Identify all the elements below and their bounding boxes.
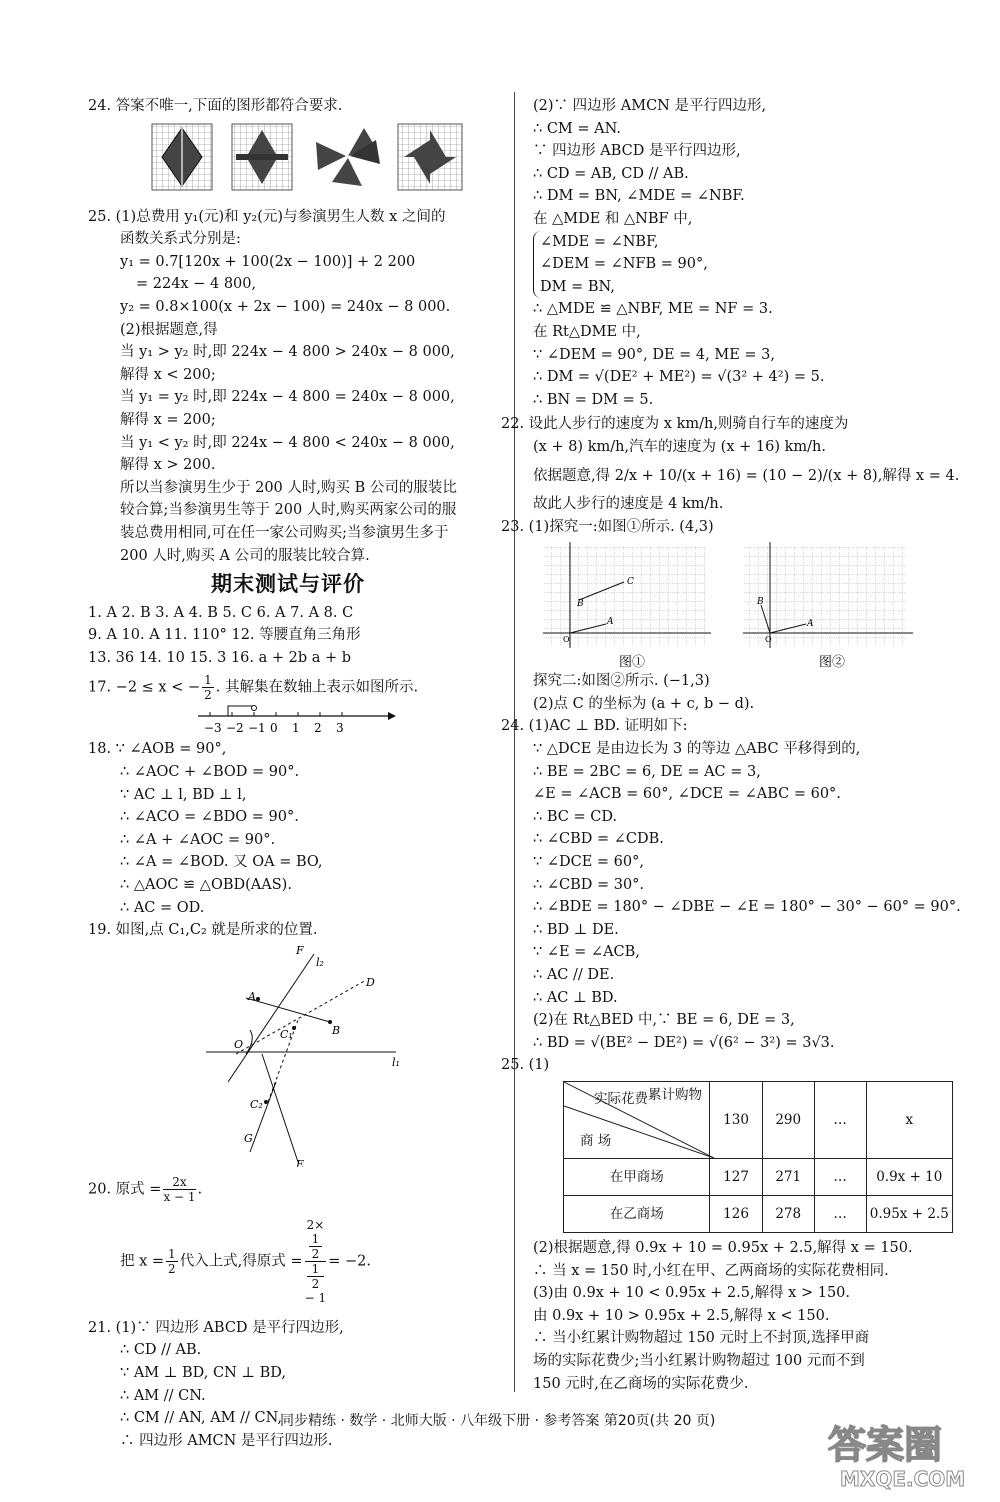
denominator [305, 1262, 327, 1305]
text-line: 在 Rt△DME 中, [533, 323, 641, 340]
text-line: 22. 设此人步行的速度为 x km/h,则骑自行车的速度为 [501, 416, 849, 433]
fig-label-l1: l₁ [392, 1055, 400, 1069]
number-line-label: 2 [314, 721, 322, 736]
figure-2-label: 图② [819, 655, 846, 671]
q25-table [563, 1081, 953, 1233]
q18-answer [88, 738, 488, 919]
brace-system [533, 231, 708, 299]
text-line: (2)点 C 的坐标为 (a + c, b − d). [533, 695, 755, 712]
table-cell: 127 [710, 1158, 762, 1195]
svg-text:B: B [577, 599, 584, 610]
text-line: ∴ BC = CD. [533, 808, 618, 825]
text-line: ∴ BD = √(BE² − DE²) = √(6² − 3²) = 3√3. [533, 1034, 835, 1051]
text-line: = 224x − 4 800, [136, 276, 257, 293]
text-line: (2)根据题意,得 0.9x + 10 = 0.95x + 2.5,解得 x = 150. [533, 1239, 913, 1256]
compound-fraction [305, 1218, 327, 1305]
text-line: ∴ CM // AN, AM // CN, [120, 1410, 282, 1427]
numerator: 1 [307, 1262, 325, 1277]
fig-label-B: B [332, 1023, 341, 1037]
text-line: ∴ △AOC ≌ △OBD(AAS). [120, 877, 292, 894]
text-line: (2)在 Rt△BED 中,∵ BE = 6, DE = 3, [533, 1012, 795, 1029]
number-line-figure [198, 702, 498, 738]
q19-text: 19. 如图,点 C₁,C₂ 就是所求的位置. [88, 922, 318, 939]
page-footer: 同步精练 · 数学 · 北师大版 · 八年级下册 · 参考答案 第20页(共 20 页) [280, 1413, 716, 1429]
numerator-part: 2× [306, 1217, 325, 1232]
q23-figures [533, 538, 933, 670]
figure-2 [743, 542, 913, 670]
text-line: 200 人时,购买 A 公司的服装比较合算. [120, 547, 370, 564]
table-cell: 在甲商场 [564, 1158, 710, 1195]
text-line: ∵ AM ⊥ BD, CN ⊥ BD, [120, 1365, 286, 1381]
q17-text [88, 673, 488, 702]
text-line: 较合算;当参演男生等于 200 人时,购买两家公司的服 [120, 502, 457, 519]
text-line: ∴ AC ⊥ BD. [533, 989, 618, 1006]
table-cell: 271 [762, 1158, 814, 1195]
text-line: ∵ ∠E = ∠ACB, [533, 944, 640, 961]
text-line: ∴ ∠A = ∠BOD. 又 OA = BO, [120, 854, 323, 871]
text-line: 当 y₁ = y₂ 时,即 224x − 4 800 = 240x − 8 000, [120, 389, 455, 406]
q17-part: . 其解集在数轴上表示如图所示. [215, 679, 419, 696]
text-line: ∴ BD ⊥ DE. [533, 921, 619, 938]
fraction [202, 673, 214, 702]
q23-text: 23. (1)探究一:如图①所示. (4,3) [501, 518, 714, 535]
table-header-diagonal [564, 1081, 710, 1158]
text-line: 150 元时,在乙商场的实际花费少. [533, 1375, 749, 1392]
text-line: 24. (1)AC ⊥ BD. 证明如下: [501, 718, 688, 735]
svg-text:B: B [757, 597, 764, 608]
fraction [307, 1262, 325, 1291]
text-line: 当 y₁ < y₂ 时,即 224x − 4 800 < 240x − 8 000, [120, 434, 455, 451]
q25-answer [88, 206, 488, 568]
q20-line1: 20. 原式 = $\frac{2x}{x - 1}$ . [88, 1174, 203, 1204]
numerator: 1 [204, 673, 212, 688]
text-line: y₁ = 0.7[120x + 100(2x − 100)] + 2 200 [120, 253, 416, 270]
text-line: DM = BN, [540, 278, 615, 295]
denominator: x − 1 [163, 1189, 196, 1204]
svg-text:A: A [807, 619, 814, 630]
header-label: 实际花费 [594, 1090, 648, 1107]
text-line: 1. A 2. B 3. A 4. B 5. C 6. A 7. A 8. C [88, 604, 354, 621]
text-line: ∴ ∠BDE = 180° − ∠DBE − ∠E = 180° − 30° − 60° = 90°. [533, 899, 961, 916]
text-line: ∵ △DCE 是由边长为 3 的等边 △ABC 平移得到的, [533, 741, 861, 758]
text-line: ∵ ∠DEM = 90°, DE = 4, ME = 3, [533, 346, 775, 363]
text-line: 所以当参演男生少于 200 人时,购买 B 公司的服装比 [120, 479, 457, 496]
svg-text:O: O [563, 635, 570, 645]
table-cell: 278 [762, 1195, 814, 1232]
text-line: ∴ ∠CBD = 30°. [533, 876, 645, 893]
fraction [163, 1175, 195, 1204]
text-line: 探究二:如图②所示. (−1,3) [533, 673, 710, 690]
fig-label-C2: C₂ [250, 1097, 263, 1111]
text-line: 函数关系式分别是: [120, 231, 241, 248]
text-line: ∴ AC = OD. [120, 899, 205, 916]
number-line-label: −2 [226, 721, 244, 736]
fig-label-C1: C₁ [280, 1027, 293, 1041]
text-line: 13. 36 14. 10 15. 3 16. a + 2b a + b [88, 649, 352, 666]
denominator: 2 [311, 1246, 320, 1261]
fig-label-E: E [296, 1157, 305, 1167]
fig-label-l2: l₂ [316, 955, 324, 969]
q20-part: 把 x = [120, 1253, 165, 1270]
q24-shapes-figure [150, 120, 490, 200]
text-line: ∴ ∠A + ∠AOC = 90°. [120, 831, 276, 848]
table-cell: 0.9x + 10 [866, 1158, 952, 1195]
text-line: (3)由 0.9x + 10 < 0.95x + 2.5,解得 x > 150. [533, 1285, 851, 1302]
q20-part: = −2. [328, 1253, 372, 1270]
text-line: ∴ AC // DE. [533, 967, 615, 983]
q25-solution [533, 1237, 953, 1395]
text-line: 解得 x < 200; [120, 366, 216, 383]
text-line: ∴ CD // AB. [120, 1342, 202, 1359]
number-line-label: −1 [248, 721, 266, 736]
text-line: (x + 8) km/h,汽车的速度为 (x + 16) km/h. [533, 438, 826, 455]
section-title: 期末测试与评价 [211, 572, 365, 597]
q24-text: 24. 答案不唯一,下面的图形都符合要求. [88, 98, 343, 114]
denominator-part: − 1 [304, 1290, 327, 1305]
text-line: ∠MDE = ∠NBF, [540, 233, 659, 250]
denominator: 2 [311, 1276, 320, 1291]
svg-text:A: A [607, 617, 614, 628]
table-header-cell: … [814, 1081, 866, 1158]
text-line: ∴ BN = DM = 5. [533, 391, 654, 408]
text-line: 25. (1)总费用 y₁(元)和 y₂(元)与参演男生人数 x 之间的 [88, 208, 446, 225]
text-line: ∵ 四边形 ABCD 是平行四边形, [533, 143, 741, 160]
text-line: ∠DEM = ∠NFB = 90°, [540, 256, 708, 273]
fraction [309, 1232, 323, 1261]
q24-proof [501, 715, 961, 1054]
text-line: 18. ∵ ∠AOB = 90°, [88, 741, 227, 758]
numerator: 1 [168, 1246, 176, 1261]
table-row [564, 1195, 953, 1232]
text-line: ∴ DM = BN, ∠MDE = ∠NBF. [533, 188, 745, 205]
text-line: 场的实际花费少;当小红累计购物超过 100 元而不到 [533, 1352, 865, 1369]
svg-text:C: C [627, 577, 634, 588]
table-cell: 在乙商场 [564, 1195, 710, 1232]
fig-label-A: A [248, 989, 256, 1003]
text-line: 故此人步行的速度是 4 km/h. [533, 496, 724, 513]
table-header-cell: 130 [710, 1081, 762, 1158]
text-line: ∠E = ∠ACB = 60°, ∠DCE = ∠ABC = 60°. [533, 786, 841, 803]
numerator: 2x [163, 1175, 195, 1190]
number-line-label: 0 [270, 721, 278, 736]
text-line: ∴ 四边形 AMCN 是平行四边形. [120, 1432, 333, 1449]
q21-answer [88, 1317, 488, 1453]
text-line: (2)根据题意,得 [120, 321, 218, 338]
text-line: 装总费用相同,可在任一家公司购买;当参演男生多于 [120, 524, 449, 541]
header-label: 商 场 [580, 1132, 612, 1149]
right-column [501, 95, 961, 1395]
text-line: ∴ ∠ACO = ∠BDO = 90°. [120, 809, 299, 826]
q22-answer [501, 413, 960, 515]
text-line: ∴ CD = AB, CD // AB. [533, 165, 689, 182]
fig-label-F: F [296, 943, 304, 957]
q17-part: 17. −2 ≤ x < − [88, 679, 201, 696]
numerator [305, 1218, 327, 1262]
text-line: ∴ ∠CBD = ∠CDB. [533, 831, 664, 848]
fraction [166, 1247, 178, 1276]
table-row [564, 1158, 953, 1195]
q20-line2 [88, 1218, 488, 1305]
text-line: (2)∵ 四边形 AMCN 是平行四边形, [533, 98, 767, 114]
watermark-text: 答案圈 [828, 1423, 943, 1467]
q20-part: 代入上式,得原式 = [179, 1253, 303, 1270]
text-line: ∴ BE = 2BC = 6, DE = AC = 3, [533, 763, 761, 780]
text-line: 由 0.9x + 10 > 0.95x + 2.5,解得 x < 150. [533, 1307, 830, 1324]
number-line-label: 3 [336, 721, 344, 736]
column-divider [514, 92, 515, 1392]
denominator: 2 [168, 1261, 176, 1276]
text-line: y₂ = 0.8×100(x + 2x − 100) = 240x − 8 000. [120, 298, 451, 315]
fig-label-O: O [234, 1037, 244, 1051]
text-line: 21. (1)∵ 四边形 ABCD 是平行四边形, [88, 1319, 344, 1336]
text-line: 当 y₁ > y₂ 时,即 224x − 4 800 > 240x − 8 000, [120, 344, 455, 361]
text-line: ∴ 当小红累计购物超过 150 元时上不封顶,选择甲商 [533, 1330, 870, 1347]
number-line-label: 1 [292, 721, 300, 736]
numerator: 1 [309, 1232, 323, 1247]
q20-part: 20. 原式 = [88, 1181, 162, 1198]
text-line: 解得 x = 200; [120, 411, 216, 428]
table-header-cell: x [866, 1081, 952, 1158]
table-header-cell: 290 [762, 1081, 814, 1158]
denominator: 2 [204, 688, 212, 703]
table-cell: 0.95x + 2.5 [866, 1195, 952, 1232]
watermark-url: MXQE.COM [840, 1467, 966, 1491]
choice-answers [88, 602, 488, 670]
table-cell: … [814, 1158, 866, 1195]
q21-part2 [533, 95, 953, 411]
figure-1 [543, 542, 711, 670]
figure-1-label: 图① [619, 655, 646, 671]
text-line: ∴ 当 x = 150 时,小红在甲、乙两商场的实际花费相同. [533, 1262, 889, 1279]
header-label: 累计购物 [648, 1086, 702, 1103]
text-line: ∴ AM // CN. [120, 1387, 206, 1404]
text-line: ∵ ∠DCE = 60°, [533, 854, 644, 871]
text-line: 解得 x > 200. [120, 457, 216, 474]
watermark-logo [818, 1410, 988, 1492]
text-line: ∴ DM = √(DE² + ME²) = √(3² + 4²) = 5. [533, 369, 825, 386]
text-line: ∴ CM = AN. [533, 120, 621, 137]
table-cell: 126 [710, 1195, 762, 1232]
table-cell: … [814, 1195, 866, 1232]
svg-text:O: O [765, 635, 772, 645]
left-column [88, 95, 488, 1452]
text-line: 依据题意,得 2/x + 10/(x + 16) = (10 − 2)/(x + 8),解得 x = 4. [533, 467, 960, 484]
q19-construction-figure [206, 942, 416, 1167]
text-line: ∴ ∠AOC + ∠BOD = 90°. [120, 764, 300, 781]
text-line: 在 △MDE 和 △NBF 中, [533, 210, 693, 227]
text-line: ∴ △MDE ≌ △NBF, ME = NF = 3. [533, 301, 773, 318]
number-line-label: −3 [204, 721, 222, 736]
q25-heading: 25. (1) [501, 1057, 550, 1074]
fig-label-D: D [366, 975, 375, 989]
fig-label-G: G [244, 1131, 253, 1145]
text-line: ∵ AC ⊥ l, BD ⊥ l, [120, 786, 247, 803]
text-line: 9. A 10. A 11. 110° 12. 等腰直角三角形 [88, 627, 361, 644]
